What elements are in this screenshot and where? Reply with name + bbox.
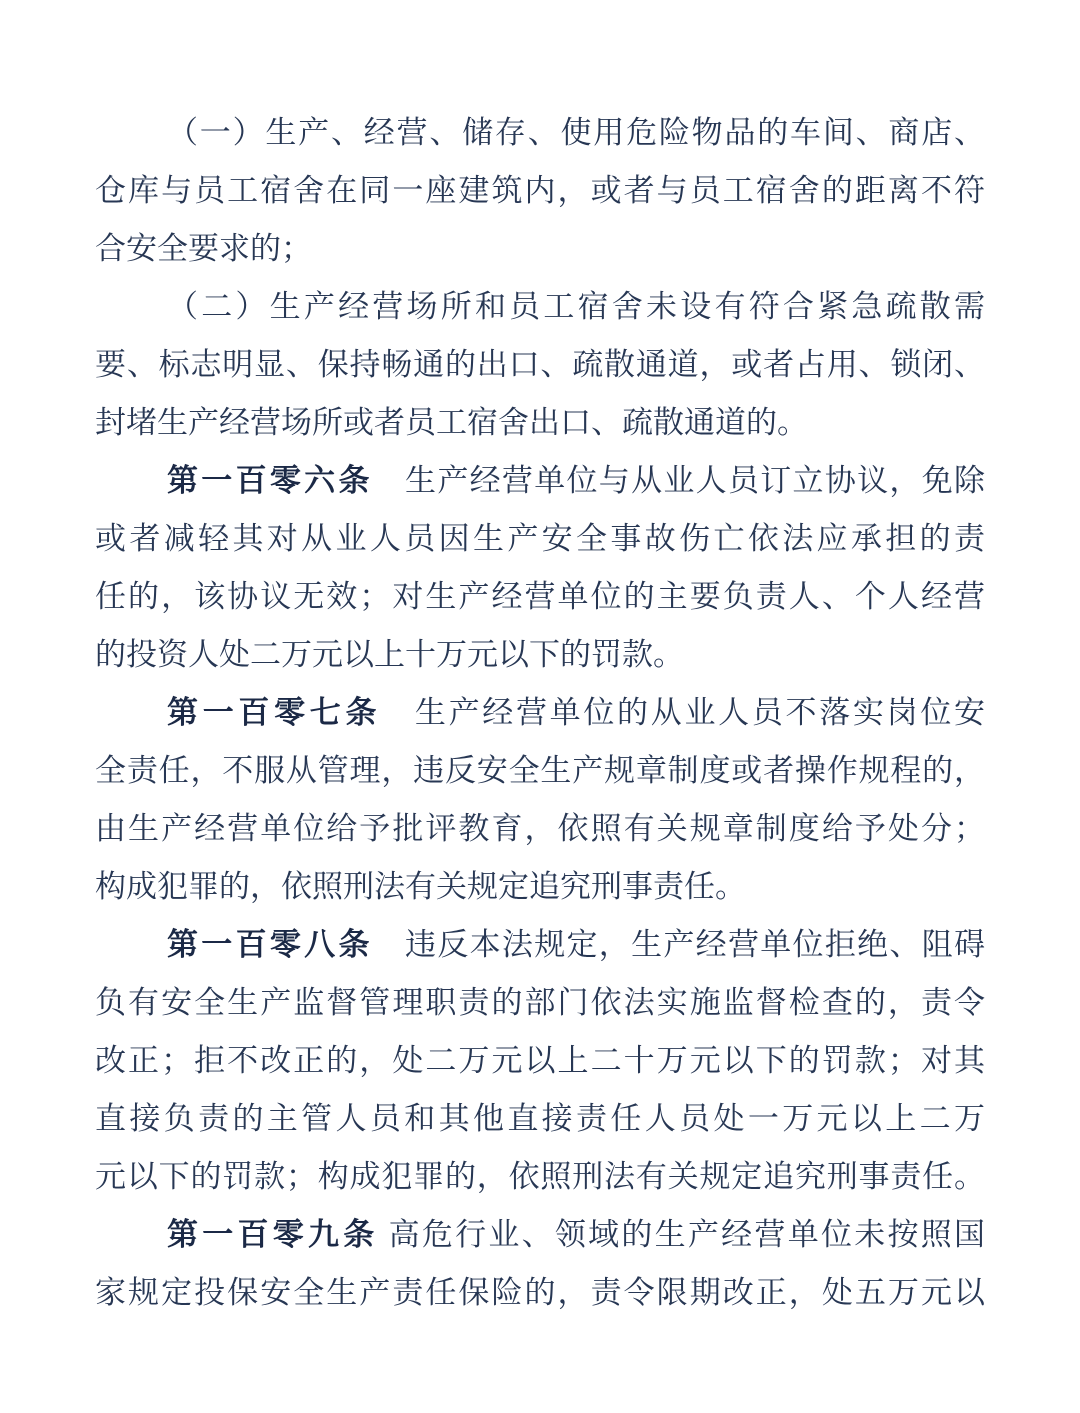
article-number: 第一百零七条 [167,695,382,730]
clause-paragraph [95,278,985,452]
article-paragraph [95,916,985,1206]
text-line: 元以下的罚款；构成犯罪的，依照刑法有关规定追究刑事责任。 [95,1159,985,1194]
text-line: 仓库与员工宿舍在同一座建筑内，或者与员工宿舍的距离不符 [95,173,985,208]
text-line: 第一百零六条 生产经营单位与从业人员订立协议，免除 [167,463,985,498]
article-paragraph [95,452,985,684]
article-number: 第一百零九条 [167,1217,379,1252]
article-paragraph [95,1206,985,1322]
text-line: 任的，该协议无效；对生产经营单位的主要负责人、个人经营 [95,579,985,614]
text-line: 合安全要求的； [95,231,312,266]
text-line: 家规定投保安全生产责任保险的，责令限期改正，处五万元以 [95,1275,985,1310]
clause-paragraph [95,104,985,278]
text-line: 直接负责的主管人员和其他直接责任人员处一万元以上二万 [95,1101,985,1136]
article-paragraph [95,684,985,916]
article-number: 第一百零八条 [167,927,373,962]
text-line: 的投资人处二万元以上十万元以下的罚款。 [95,637,684,672]
text-line: 全责任，不服从管理，违反安全生产规章制度或者操作规程的， [95,753,985,788]
text-line: （一）生产、经营、储存、使用危险物品的车间、商店、 [167,115,985,150]
text-line: 第一百零八条 违反本法规定，生产经营单位拒绝、阻碍 [167,927,985,962]
text-line: 由生产经营单位给予批评教育，依照有关规章制度给予处分； [95,811,985,846]
text-line: 或者减轻其对从业人员因生产安全事故伤亡依法应承担的责 [95,521,985,556]
text-line: 改正；拒不改正的，处二万元以上二十万元以下的罚款；对其 [95,1043,985,1078]
text-line: 构成犯罪的，依照刑法有关规定追究刑事责任。 [95,869,746,904]
document-body [95,104,985,1322]
text-line: 要、标志明显、保持畅通的出口、疏散通道，或者占用、锁闭、 [95,347,985,382]
text-line: 第一百零九条 高危行业、领域的生产经营单位未按照国 [167,1217,985,1252]
text-line: 负有安全生产监督管理职责的部门依法实施监督检查的，责令 [95,985,985,1020]
text-line: （二）生产经营场所和员工宿舍未设有符合紧急疏散需 [167,289,985,324]
text-line: 封堵生产经营场所或者员工宿舍出口、疏散通道的。 [95,405,808,440]
text-line: 第一百零七条 生产经营单位的从业人员不落实岗位安 [167,695,985,730]
article-number: 第一百零六条 [167,463,373,498]
